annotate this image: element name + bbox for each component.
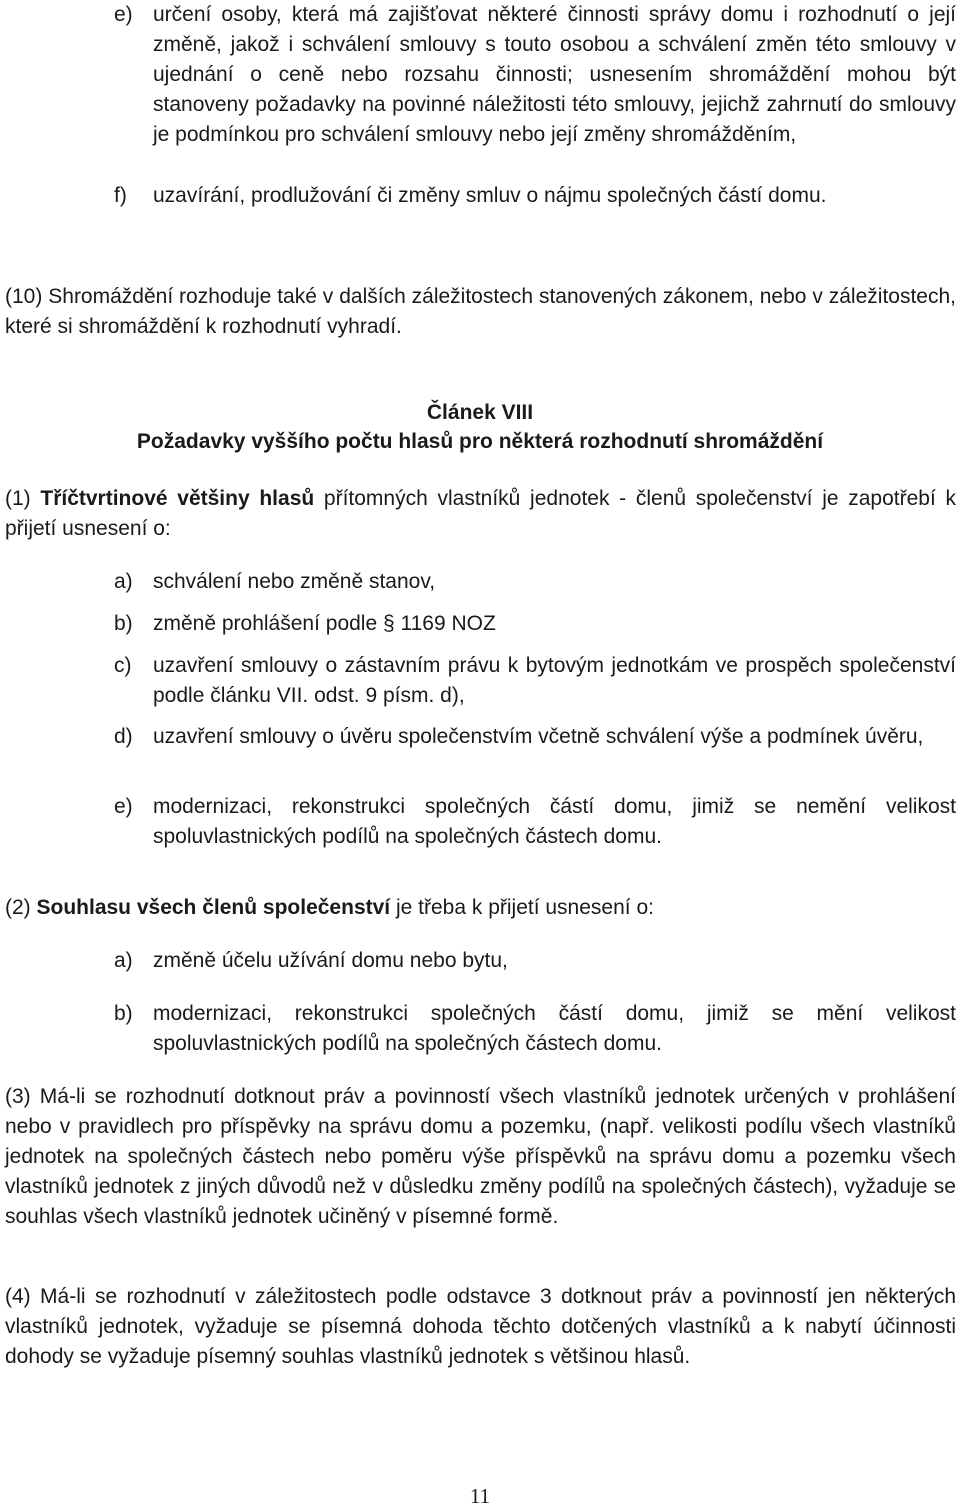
list-item-letter: c) — [114, 654, 132, 677]
list-item-text: určení osoby, která má zajišťovat některé činnosti správy domu i rozhodnutí o její změně, jakož i schválení smlouvy s touto osobou a schválení změn této smlouvy v ujednání o ceně nebo rozsahu činnosti; usnesením shromáždění mohou být stanoveny požadavky na povinné náležitosti této smlouvy, jejichž zahrnutí do smlouvy je podmínkou pro schválení smlouvy nebo její změny shromážděním, — [153, 3, 956, 146]
list-item — [114, 0, 956, 150]
list-item-letter: a) — [114, 570, 133, 593]
paragraph-2-rest: je třeba k přijetí usnesení o: — [390, 896, 654, 919]
list-item — [114, 999, 956, 1059]
paragraph-3: (3) Má-li se rozhodnutí dotknout práv a povinností všech vlastníků jednotek určených v prohlášení nebo v pravidlech pro příspěvky na správu domu a pozemku, (např. velikosti podílu všech vlastníků jednotek na společných částech nebo poměru výše příspěvků na správu domu a pozemku všech vlastníků jednotek z jiných důvodů než v důsledku změny podílů na společných částech), vyžaduje se souhlas všech vlastníků jednotek učiněný v písemné formě. — [5, 1085, 956, 1228]
paragraph-2 — [5, 893, 956, 923]
paragraph-10: (10) Shromáždění rozhoduje také v dalších záležitostech stanovených zákonem, nebo v záležitostech, které si shromáždění k rozhodnutí vyhradí. — [5, 285, 956, 338]
paragraph-1-bold: Tříčtvrtinové většiny hlasů — [40, 487, 315, 510]
article-number: Článek VIII — [426, 401, 534, 424]
list-item-text: změně prohlášení podle § 1169 NOZ — [153, 612, 496, 635]
paragraph-1 — [5, 484, 956, 544]
list-item — [114, 181, 956, 211]
list-item-text: změně účelu užívání domu nebo bytu, — [153, 949, 508, 972]
list-item-letter: e) — [114, 795, 133, 818]
list-item-text: modernizaci, rekonstrukci společných částí domu, jimiž se nemění velikost spoluvlastnických podílů na společných částech domu. — [153, 795, 956, 848]
article-title: Požadavky vyššího počtu hlasů pro některá rozhodnutí shromáždění — [136, 430, 824, 453]
paragraph-2-bold: Souhlasu všech členů společenství — [36, 896, 391, 919]
list-item-letter: e) — [114, 3, 133, 26]
list-item-text: uzavření smlouvy o úvěru společenstvím včetně schválení výše a podmínek úvěru, — [153, 725, 924, 748]
list-item-letter: b) — [114, 612, 133, 635]
list-item-text: uzavření smlouvy o zástavním právu k bytovým jednotkám ve prospěch společenství podle článku VII. odst. 9 písm. d), — [153, 654, 956, 707]
page-number: 11 — [469, 1484, 491, 1508]
list-item-letter: b) — [114, 1002, 133, 1025]
list-item-letter: a) — [114, 949, 133, 972]
list-item — [114, 946, 956, 976]
list-item-text: modernizaci, rekonstrukci společných částí domu, jimiž se mění velikost spoluvlastnických podílů na společných částech domu. — [153, 1002, 956, 1055]
paragraph-4: (4) Má-li se rozhodnutí v záležitostech podle odstavce 3 dotknout práv a povinností jen některých vlastníků jednotek, vyžaduje se písemná dohoda těchto dotčených vlastníků a k nabytí účinnosti dohody se vyžaduje písemný souhlas vlastníků jednotek s většinou hlasů. — [5, 1285, 956, 1368]
list-item — [114, 609, 956, 639]
paragraph-1-rest: přítomných vlastníků jednotek - členů společenství je zapotřebí k přijetí usnesení o: — [5, 487, 956, 540]
list-item — [114, 651, 956, 711]
paragraph-1-prefix: (1) — [5, 487, 41, 510]
list-item — [114, 567, 956, 597]
paragraph-2-prefix: (2) — [5, 896, 37, 919]
list-item-letter: f) — [114, 184, 127, 207]
list-item-text: schválení nebo změně stanov, — [153, 570, 436, 593]
list-item-letter: d) — [114, 725, 133, 748]
list-item — [114, 792, 956, 852]
list-item-text: uzavírání, prodlužování či změny smluv o nájmu společných částí domu. — [153, 184, 827, 207]
list-item — [114, 722, 956, 752]
